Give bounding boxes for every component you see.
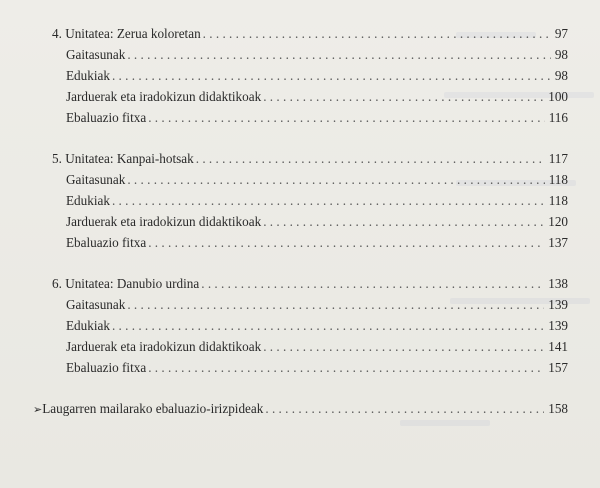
page-number: 118 — [548, 193, 568, 208]
dot-leader — [263, 89, 544, 105]
toc-evaluation-criteria[interactable] — [33, 401, 568, 421]
page-number: 98 — [554, 68, 568, 83]
dot-leader — [127, 297, 544, 313]
item-label: Edukiak — [66, 193, 110, 208]
toc-item[interactable] — [66, 68, 568, 88]
dot-leader — [148, 235, 544, 251]
dot-leader — [127, 47, 550, 63]
page-number: 139 — [548, 318, 568, 333]
dot-leader — [148, 360, 544, 376]
toc-item[interactable] — [66, 235, 568, 255]
item-label: Ebaluazio fitxa — [66, 110, 147, 125]
toc-item[interactable] — [66, 339, 568, 359]
item-label: Gaitasunak — [66, 47, 126, 62]
toc-unit-4[interactable] — [52, 26, 568, 46]
page-number: 157 — [548, 360, 568, 375]
toc-item[interactable] — [66, 318, 568, 338]
dot-leader — [203, 26, 551, 42]
unit-title: 5. Unitatea: Kanpai-hotsak — [52, 151, 194, 166]
page-number: 97 — [554, 26, 568, 41]
dot-leader — [265, 401, 544, 417]
page-number: 118 — [548, 172, 568, 187]
criteria-label: Laugarren mailarako ebaluazio-irizpideak — [42, 401, 264, 416]
unit-title: 6. Unitatea: Danubio urdina — [52, 276, 200, 291]
dot-leader — [112, 68, 551, 84]
dot-leader — [263, 339, 544, 355]
toc-item[interactable] — [66, 47, 568, 67]
dot-leader — [112, 318, 544, 334]
dot-leader — [127, 172, 544, 188]
unit-title: 4. Unitatea: Zerua koloretan — [52, 26, 201, 41]
page-number: 100 — [548, 89, 568, 104]
toc-unit-6[interactable] — [52, 276, 568, 296]
dot-leader — [196, 151, 545, 167]
toc-unit-5[interactable] — [52, 151, 568, 171]
page-number: 158 — [548, 401, 568, 416]
dot-leader — [112, 193, 545, 209]
item-label: Edukiak — [66, 318, 110, 333]
toc-item[interactable] — [66, 89, 568, 109]
dot-leader — [148, 110, 545, 126]
item-label: Ebaluazio fitxa — [66, 360, 147, 375]
item-label: Edukiak — [66, 68, 110, 83]
page-number: 117 — [548, 151, 568, 166]
page-number: 98 — [554, 47, 568, 62]
item-label: Jarduerak eta iradokizun didaktikoak — [66, 214, 262, 229]
page-number: 139 — [548, 297, 568, 312]
item-label: Ebaluazio fitxa — [66, 235, 147, 250]
page-number: 116 — [548, 110, 568, 125]
toc-item[interactable] — [66, 193, 568, 213]
page-number: 141 — [548, 339, 568, 354]
item-label: Gaitasunak — [66, 172, 126, 187]
item-label: Gaitasunak — [66, 297, 126, 312]
page-number: 138 — [548, 276, 568, 291]
dot-leader — [201, 276, 544, 292]
dot-leader — [263, 214, 544, 230]
page-number: 137 — [548, 235, 568, 250]
toc-item[interactable] — [66, 110, 568, 130]
arrow-bullet-icon: ➢ — [33, 403, 43, 416]
toc-item[interactable] — [66, 214, 568, 234]
item-label: Jarduerak eta iradokizun didaktikoak — [66, 89, 262, 104]
toc-item[interactable] — [66, 172, 568, 192]
item-label: Jarduerak eta iradokizun didaktikoak — [66, 339, 262, 354]
toc-item[interactable] — [66, 297, 568, 317]
page-number: 120 — [548, 214, 568, 229]
toc-item[interactable] — [66, 360, 568, 380]
